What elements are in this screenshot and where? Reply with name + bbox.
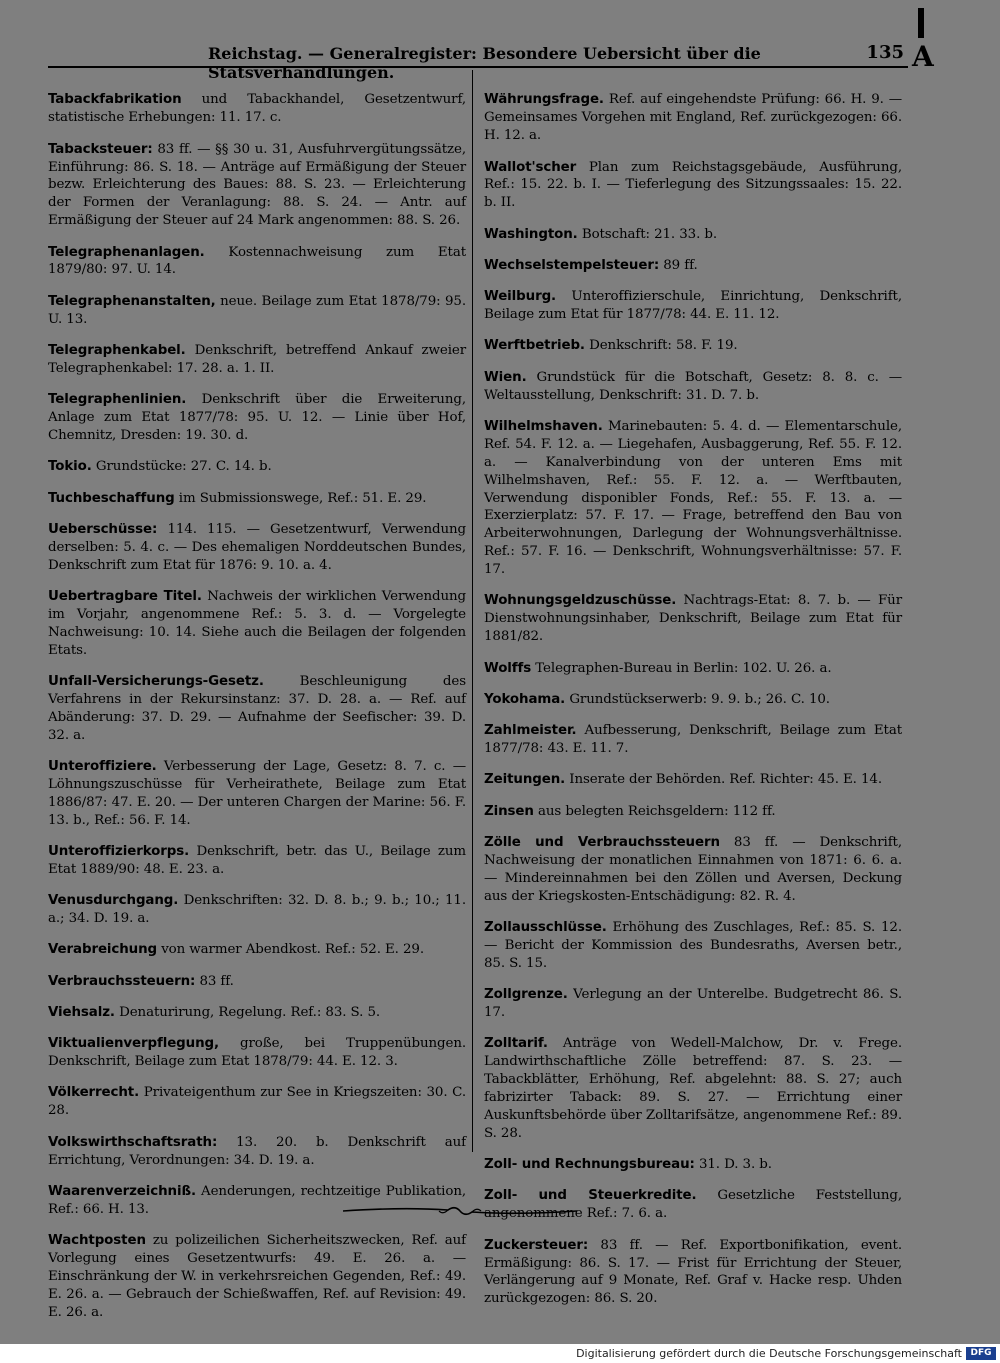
entry-text: Grundstück für die Botschaft, Gesetz: 8. 8. c. — Weltausstellung, Denkschrift: 31. D. 7. b. — [484, 369, 902, 403]
entry-keyword: Telegraphenlinien. — [48, 392, 187, 408]
index-entry — [484, 592, 902, 646]
index-entry — [48, 1035, 466, 1071]
dfg-logo: DFG — [966, 1347, 996, 1360]
index-entry — [484, 986, 902, 1022]
entry-text: 13. 20. b. Denkschrift auf Errichtung, Verordnungen: 34. D. 19. a. — [48, 1134, 466, 1168]
entry-keyword: Verbrauchssteuern: — [48, 973, 196, 989]
index-entry — [48, 391, 466, 445]
index-entry — [48, 521, 466, 575]
entry-keyword: Zollausschlüsse. — [484, 919, 607, 935]
entry-text: 83 ff. — Denkschrift, Nachweisung der monatlichen Einnahmen von 1871: 6. 6. a. — Mindereinnahmen bei den Zöllen und Aversen, Deckung aus der Kriegskosten-Entschädigung: 82. R. 4. — [484, 834, 902, 904]
thumb-index-letter: A — [912, 38, 936, 76]
index-entry — [484, 691, 902, 709]
entry-keyword: Viehsalz. — [48, 1004, 115, 1020]
index-entry — [48, 91, 466, 127]
running-header — [48, 40, 908, 82]
index-entry — [484, 1156, 902, 1174]
entry-text: aus belegten Reichsgeldern: 112 ff. — [533, 803, 776, 819]
entry-keyword: Zeitungen. — [484, 772, 566, 788]
entry-keyword: Völkerrecht. — [48, 1085, 140, 1101]
entry-keyword: Viktualienverpflegung, — [48, 1036, 220, 1052]
entry-keyword: Tabacksteuer: — [48, 141, 153, 157]
entry-text: von warmer Abendkost. Ref.: 52. E. 29. — [157, 942, 424, 958]
left-column — [48, 78, 466, 1328]
entry-text: Denkschrift, betreffend Ankauf zweier Telegraphenkabel: 17. 28. a. 1. II. — [48, 342, 466, 376]
entry-text: Aenderungen, rechtzeitige Publikation, Ref.: 66. H. 13. — [48, 1183, 466, 1217]
index-entry — [484, 722, 902, 758]
index-entry — [484, 660, 902, 678]
entry-text: 114. 115. — Gesetzentwurf, Verwendung derselben: 5. 4. c. — Des ehemaligen Norddeutschen Bundes, Denkschrift zum Etat für 1876: 9. 10. a. 4. — [48, 521, 466, 573]
entry-keyword: Yokohama. — [484, 691, 566, 707]
entry-keyword: Wilhelmshaven. — [484, 418, 603, 434]
index-entry — [48, 758, 466, 830]
index-entry — [484, 803, 902, 821]
index-entry — [48, 941, 466, 959]
index-entry — [48, 458, 466, 476]
entry-keyword: Weilburg. — [484, 289, 557, 305]
entry-text: Grundstücke: 27. C. 14. b. — [91, 459, 272, 475]
index-entry — [484, 418, 902, 579]
entry-keyword: Washington. — [484, 226, 578, 242]
header-title: Reichstag. — Generalregister: Besondere Uebersicht über die Statsverhandlungen. — [208, 44, 761, 82]
page-number: 135 — [866, 42, 904, 63]
footer-credit: Digitalisierung gefördert durch die Deutsche Forschungsgemeinschaft — [576, 1347, 962, 1360]
entry-text: 89 ff. — [659, 257, 698, 273]
index-entry — [484, 257, 902, 275]
entry-text: Denkschrift: 58. F. 19. — [584, 338, 738, 354]
index-entry — [484, 288, 902, 324]
entry-text: Denkschriften: 32. D. 8. b.; 9. b.; 10.; 11. a.; 34. D. 19. a. — [48, 893, 466, 927]
entry-text: Plan zum Reichstagsgebäude, Ausführung, Ref.: 15. 22. b. I. — Tieferlegung des Sitzungssaales: 15. 22. b. II. — [484, 159, 902, 211]
entry-keyword: Zollgrenze. — [484, 987, 568, 1003]
entry-text: zu polizeilichen Sicherheitszwecken, Ref. auf Vorlegung eines Gesetzentwurfs: 49. E. 26. a. — Einschränkung der W. in verkehrsreichen Gegenden, Ref.: 49. E. 26. a. — Gebrauch der Schießwaffen, Ref. auf Revision: 49. E. 26. a. — [48, 1233, 466, 1320]
index-entry — [48, 293, 466, 329]
entry-keyword: Wachtposten — [48, 1233, 146, 1249]
entry-keyword: Unteroffiziere. — [48, 758, 157, 774]
entry-text: 83 ff. — Ref. Exportbonifikation, event. Ermäßigung: 86. S. 17. — Frist für Errichtung der Steuer, Verlängerung auf 9 Monate, Ref. Graf v. Hacke resp. Uhden zurückgezogen: 86. S. 20. — [484, 1237, 902, 1307]
entry-text: Nachtrags-Etat: 8. 7. b. — Für Dienstwohnungsinhaber, Denkschrift, Beilage zum Etat für 1881/82. — [484, 593, 902, 645]
entry-keyword: Währungsfrage. — [484, 92, 604, 108]
index-entry — [48, 843, 466, 879]
entry-text: Unteroffizierschule, Einrichtung, Denkschrift, Beilage zum Etat für 1877/78: 44. E. 11. 12. — [484, 289, 902, 323]
index-entry — [48, 673, 466, 745]
entry-text: Marinebauten: 5. 4. d. — Elementarschule, Ref. 54. F. 12. a. — Liegehafen, Ausbaggerung, Ref. 55. F. 12. a. — Kanalverbindung von der unteren Ems mit Wilhelmshaven, Ref.: 55. F. 12. a. — Werftbauten, Verwendung disponibler Fonds, Ref.: 55. F. 13. a. — Exerzierplatz: 57. F. 17. — Frage, betreffend den Bau von Arbeiterwohnungen, Darlegung der Wohnungsverhältnisse. Ref.: 57. F. 16. — Denkschrift, Wohnungsverhältnisse: 57. F. 17. — [484, 418, 902, 578]
index-entry — [48, 1084, 466, 1120]
entry-text: Denkschrift über die Erweiterung, Anlage zum Etat 1877/78: 95. U. 12. — Linie über Hof, Chemnitz, Dresden: 19. 30. d. — [48, 392, 466, 443]
index-entry — [48, 1004, 466, 1022]
index-entry — [484, 919, 902, 973]
entry-keyword: Wallot'scher — [484, 159, 577, 175]
entry-text: und Tabackhandel, Gesetzentwurf, statistische Erhebungen: 11. 17. c. — [48, 92, 466, 126]
index-entry — [484, 337, 902, 355]
entry-text: im Submissionswege, Ref.: 51. E. 29. — [174, 490, 427, 506]
entry-keyword: Zoll- und Steuerkredite. — [484, 1188, 697, 1204]
entry-keyword: Wolffs — [484, 660, 532, 676]
entry-text: Anträge von Wedell-Malchow, Dr. v. Frege. Landwirthschaftliche Zölle betreffend: 87. S. 23. — Tabackblätter, Erhöhung, Ref. abgelehnt: 88. S. 27; auch fabrizirter Taback: 89. S. 27. — Errichtung einer Auskunftsbehörde über Zolltarifsätze, angenommene Ref.: 89. S. 28. — [484, 1036, 902, 1141]
entry-text: Verlegung an der Unterelbe. Budgetrecht 86. S. 17. — [484, 987, 902, 1020]
entry-keyword: Venusdurchgang. — [48, 893, 179, 909]
entry-keyword: Telegraphenanstalten, — [48, 293, 216, 309]
index-entry — [48, 244, 466, 280]
entry-text: Erhöhung des Zuschlages, Ref.: 85. S. 12. — Bericht der Kommission des Bundesraths, Aversen betr., 85. S. 15. — [484, 919, 902, 971]
footer-bar — [0, 1344, 1000, 1363]
entry-keyword: Tuchbeschaffung — [48, 490, 175, 506]
entry-text: Telegraphen-Bureau in Berlin: 102. U. 26. a. — [531, 660, 832, 676]
index-entry — [484, 1035, 902, 1142]
entry-keyword: Zinsen — [484, 803, 534, 819]
entry-keyword: Zahlmeister. — [484, 723, 577, 739]
entry-keyword: Zolltarif. — [484, 1036, 548, 1052]
entry-text: Botschaft: 21. 33. b. — [577, 226, 718, 242]
entry-text: 83 ff. — §§ 30 u. 31, Ausfuhrvergütungssätze, Einführung: 86. S. 18. — Anträge auf Ermäßigung der Steuer bezw. Erleichterung des Baues: 88. S. 23. — Erleichterung der Formen der Veranlagung: 88. S. 24. — Antr. auf Ermäßigung der Steuer auf 24 Mark angenommen: 88. S. 26. — [48, 141, 466, 229]
entry-keyword: Telegraphenanlagen. — [48, 244, 205, 260]
entry-keyword: Wohnungsgeldzuschüsse. — [484, 593, 677, 609]
entry-keyword: Ueberschüsse: — [48, 521, 158, 537]
entry-keyword: Zoll- und Rechnungsbureau: — [484, 1157, 695, 1173]
entry-keyword: Zuckersteuer: — [484, 1237, 589, 1253]
entry-keyword: Uebertragbare Titel. — [48, 588, 202, 604]
entry-text: Kostennachweisung zum Etat 1879/80: 97. U. 14. — [48, 244, 466, 278]
entry-text: Nachweis der wirklichen Verwendung im Vorjahr, angenommene Ref.: 5. 3. d. — Vorgelegte Nachweisung: 10. 14. Siehe auch die Beilagen der folgenden Etats. — [48, 588, 466, 658]
index-entry — [48, 342, 466, 378]
index-entry — [484, 1237, 902, 1309]
entry-text: Verbesserung der Lage, Gesetz: 8. 7. c. — Löhnungszuschüsse für Verheirathete, Beilage zum Etat 1886/87: 47. E. 20. — Der unteren Chargen der Marine: 56. F. 13. b., Ref.: 56. F. 14. — [48, 758, 466, 828]
entry-text: Ref. auf eingehendste Prüfung: 66. H. 9. — Gemeinsames Vorgehen mit England, Ref. zurückgezogen: 66. H. 12. a. — [484, 92, 902, 144]
entry-text: Denaturirung, Regelung. Ref.: 83. S. 5. — [114, 1004, 381, 1020]
entry-keyword: Tabackfabrikation — [48, 92, 182, 108]
index-entry — [484, 771, 902, 789]
index-entry — [484, 226, 902, 244]
entry-keyword: Zölle und Verbrauchssteuern — [484, 834, 720, 850]
entry-keyword: Unfall-Versicherungs-Gesetz. — [48, 673, 264, 689]
entry-keyword: Verabreichung — [48, 942, 158, 958]
entry-text: Inserate der Behörden. Ref. Richter: 45. E. 14. — [565, 772, 882, 788]
entry-keyword: Werftbetrieb. — [484, 338, 585, 354]
right-column — [484, 78, 902, 1315]
entry-text: Grundstückserwerb: 9. 9. b.; 26. C. 10. — [565, 691, 830, 707]
entry-keyword: Waarenverzeichniß. — [48, 1183, 196, 1199]
entry-text: neue. Beilage zum Etat 1878/79: 95. U. 13. — [48, 293, 466, 327]
index-entry — [48, 1134, 466, 1170]
index-entry — [48, 141, 466, 231]
entry-keyword: Unteroffizierkorps. — [48, 843, 190, 859]
entry-text: Aufbesserung, Denkschrift, Beilage zum Etat 1877/78: 43. E. 11. 7. — [484, 723, 902, 757]
entry-text: Beschleunigung des Verfahrens in der Rekursinstanz: 37. D. 28. a. — Ref. auf Abänderung: 37. D. 29. — Aufnahme der Seefischer: 39. D. 32. a. — [48, 673, 466, 743]
entry-keyword: Wechselstempelsteuer: — [484, 257, 660, 273]
entry-text: Denkschrift, betr. das U., Beilage zum Etat 1889/90: 48. E. 23. a. — [48, 843, 466, 877]
entry-text: Gesetzliche Feststellung, angenommene Ref.: 7. 6. a. — [484, 1188, 902, 1222]
entry-text: Privateigenthum zur See in Kriegszeiten: 30. C. 28. — [48, 1085, 466, 1119]
entry-keyword: Telegraphenkabel. — [48, 342, 186, 358]
index-entry — [48, 892, 466, 928]
entry-keyword: Wien. — [484, 369, 527, 385]
entry-text: 83 ff. — [195, 973, 234, 989]
entry-keyword: Volkswirthschaftsrath: — [48, 1134, 218, 1150]
entry-text: große, bei Truppenübungen. Denkschrift, Beilage zum Etat 1878/79: 44. E. 12. 3. — [48, 1036, 466, 1070]
column-divider — [472, 70, 473, 1152]
index-entry — [48, 1232, 466, 1322]
index-entry — [48, 973, 466, 991]
ornament-rule — [343, 1203, 577, 1219]
index-entry — [48, 490, 466, 508]
entry-text: 31. D. 3. b. — [694, 1157, 772, 1173]
entry-keyword: Tokio. — [48, 459, 92, 475]
index-entry — [484, 369, 902, 405]
index-entry — [484, 834, 902, 906]
index-entry — [48, 588, 466, 660]
index-entry — [484, 159, 902, 213]
index-entry — [484, 91, 902, 145]
